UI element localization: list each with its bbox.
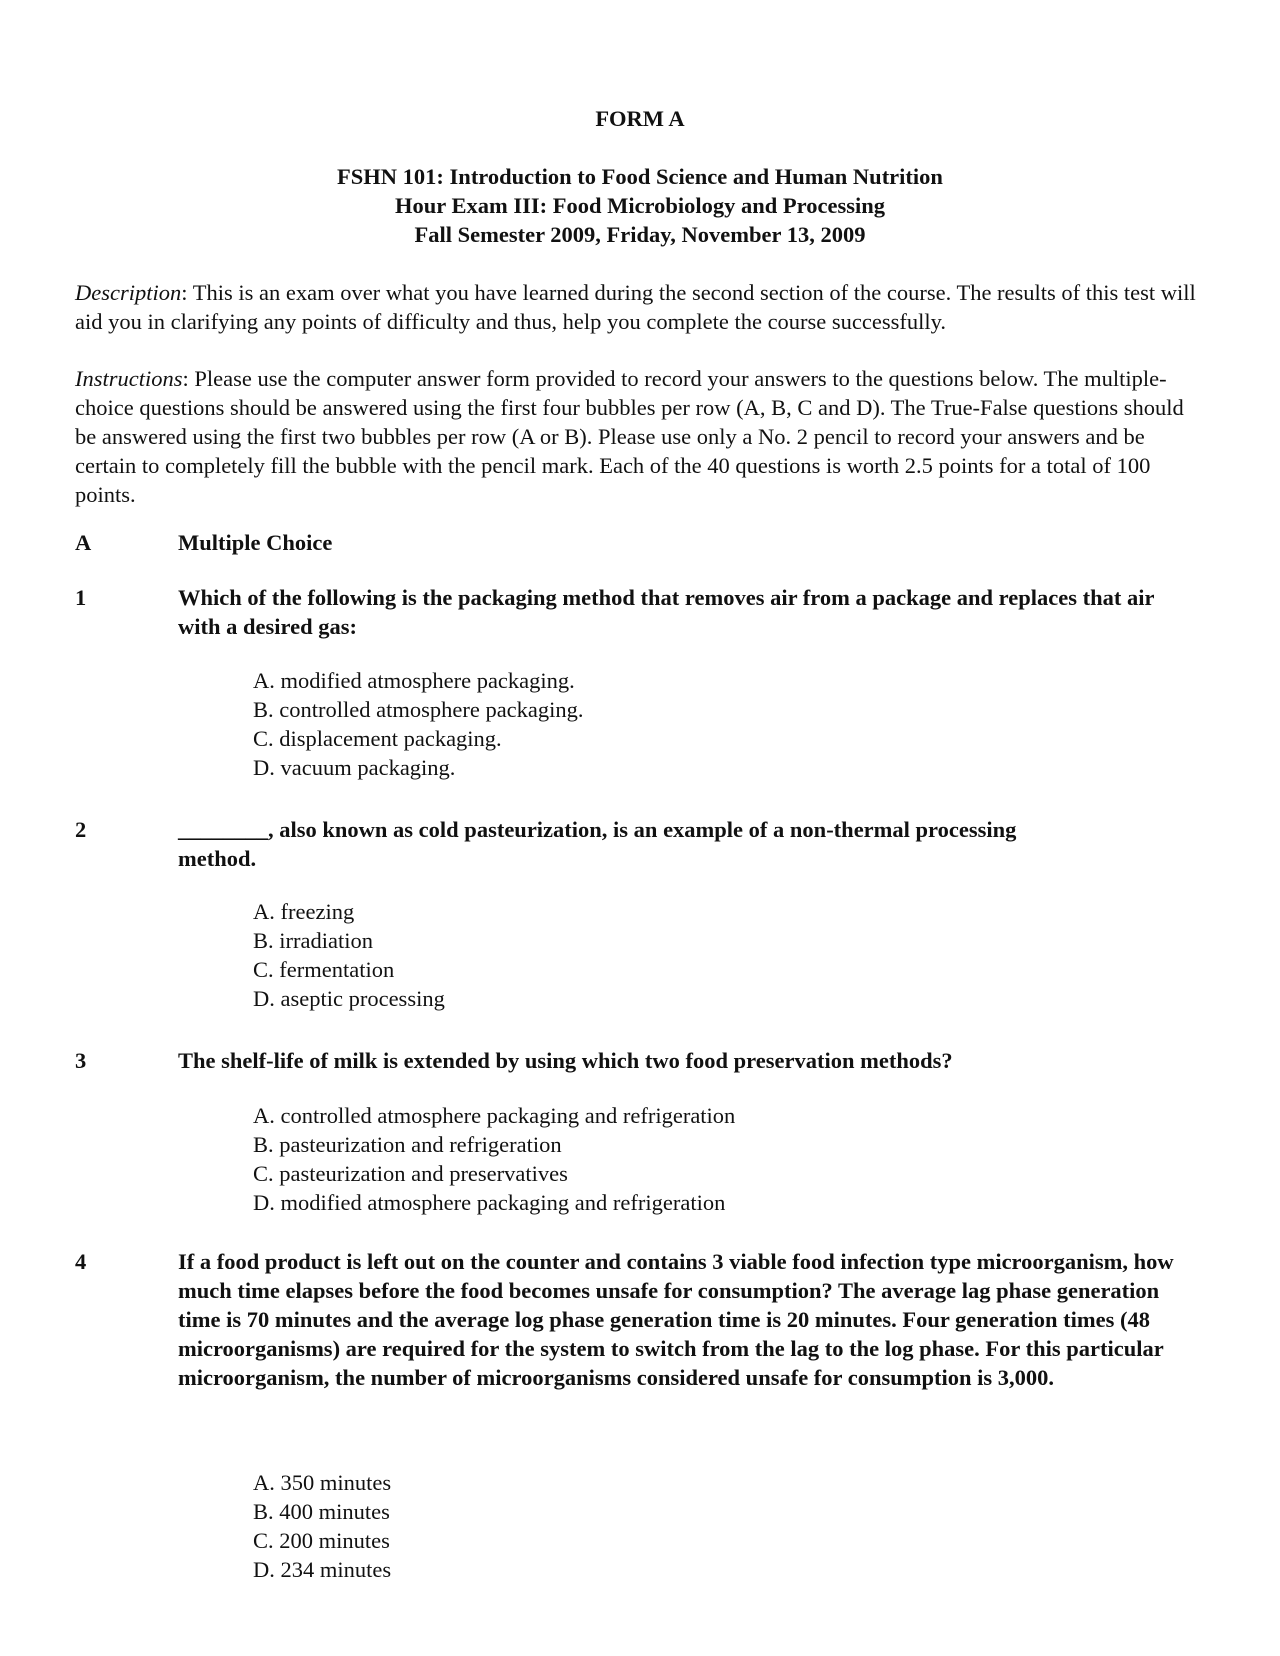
- answer-choice: A. modified atmosphere packaging.: [253, 668, 575, 693]
- answer-choice: D. modified atmosphere packaging and refrigeration: [253, 1190, 726, 1215]
- description-paragraph: [75, 278, 1205, 336]
- question-number: 1: [75, 585, 87, 610]
- question-number: 4: [75, 1249, 87, 1274]
- course-header: [0, 162, 1280, 249]
- form-title: FORM A: [595, 106, 685, 131]
- answer-choice: D. 234 minutes: [253, 1557, 392, 1582]
- answer-choice: C. fermentation: [253, 957, 395, 982]
- question-stem-line-1: , also known as cold pasteurization, is an example of a non-thermal processing: [268, 817, 1017, 842]
- section-title: Multiple Choice: [178, 530, 333, 555]
- question-stem: Which of the following is the packaging method that removes air from a package and replaces that air with a desired gas:: [178, 585, 1155, 639]
- question-stem: The shelf-life of milk is extended by using which two food preservation methods?: [178, 1048, 953, 1073]
- answer-choice: B. 400 minutes: [253, 1499, 390, 1524]
- section-letter: A: [75, 530, 92, 555]
- course-title: FSHN 101: Introduction to Food Science and Human Nutrition: [337, 164, 943, 189]
- answer-choice: B. controlled atmosphere packaging.: [253, 697, 584, 722]
- question-stem-line-2: method.: [178, 846, 257, 871]
- question-1-choices: [253, 666, 1153, 782]
- question-number: 3: [75, 1048, 87, 1073]
- description-label: Description: [75, 280, 182, 305]
- description-text: : This is an exam over what you have learned during the second section of the course. The results of this test will aid you in clarifying any points of difficulty and thus, help you complete the course successfully.: [75, 280, 1196, 334]
- question-stem: If a food product is left out on the counter and contains 3 viable food infection type microorganism, how much time elapses before the food becomes unsafe for consumption? The average lag phase generation time is 70 minutes and the average log phase generation time is 20 minutes. Four generation times (48 microorganisms) are required for the system to switch from the lag to the log phase. For this particular microorganism, the number of microorganisms considered unsafe for consumption is 3,000.: [178, 1249, 1174, 1390]
- exam-date: Fall Semester 2009, Friday, November 13, 2009: [414, 222, 866, 247]
- answer-blank: ________: [178, 817, 268, 842]
- question-3-choices: [253, 1101, 1153, 1217]
- answer-choice: A. freezing: [253, 899, 355, 924]
- question-stem: [178, 815, 1188, 873]
- answer-choice: D. vacuum packaging.: [253, 755, 456, 780]
- answer-choice: A. controlled atmosphere packaging and refrigeration: [253, 1103, 736, 1128]
- question-2-choices: [253, 897, 1153, 1013]
- answer-choice: C. displacement packaging.: [253, 726, 502, 751]
- answer-choice: B. pasteurization and refrigeration: [253, 1132, 562, 1157]
- exam-title: Hour Exam III: Food Microbiology and Processing: [394, 193, 886, 218]
- answer-choice: D. aseptic processing: [253, 986, 445, 1011]
- answer-choice: A. 350 minutes: [253, 1470, 392, 1495]
- question-number: 2: [75, 817, 87, 842]
- question-4-choices: [253, 1468, 1153, 1584]
- answer-choice: B. irradiation: [253, 928, 373, 953]
- instructions-paragraph: [75, 364, 1205, 509]
- instructions-text: : Please use the computer answer form provided to record your answers to the questions below. The multiple-choice questions should be answered using the first four bubbles per row (A, B, C and D). The True-False questions should be answered using the first two bubbles per row (A or B). Please use only a No. 2 pencil to record your answers and be certain to completely fill the bubble with the pencil mark. Each of the 40 questions is worth 2.5 points for a total of 100 points.: [75, 366, 1184, 507]
- answer-choice: C. pasteurization and preservatives: [253, 1161, 568, 1186]
- instructions-label: Instructions: [75, 366, 183, 391]
- answer-choice: C. 200 minutes: [253, 1528, 390, 1553]
